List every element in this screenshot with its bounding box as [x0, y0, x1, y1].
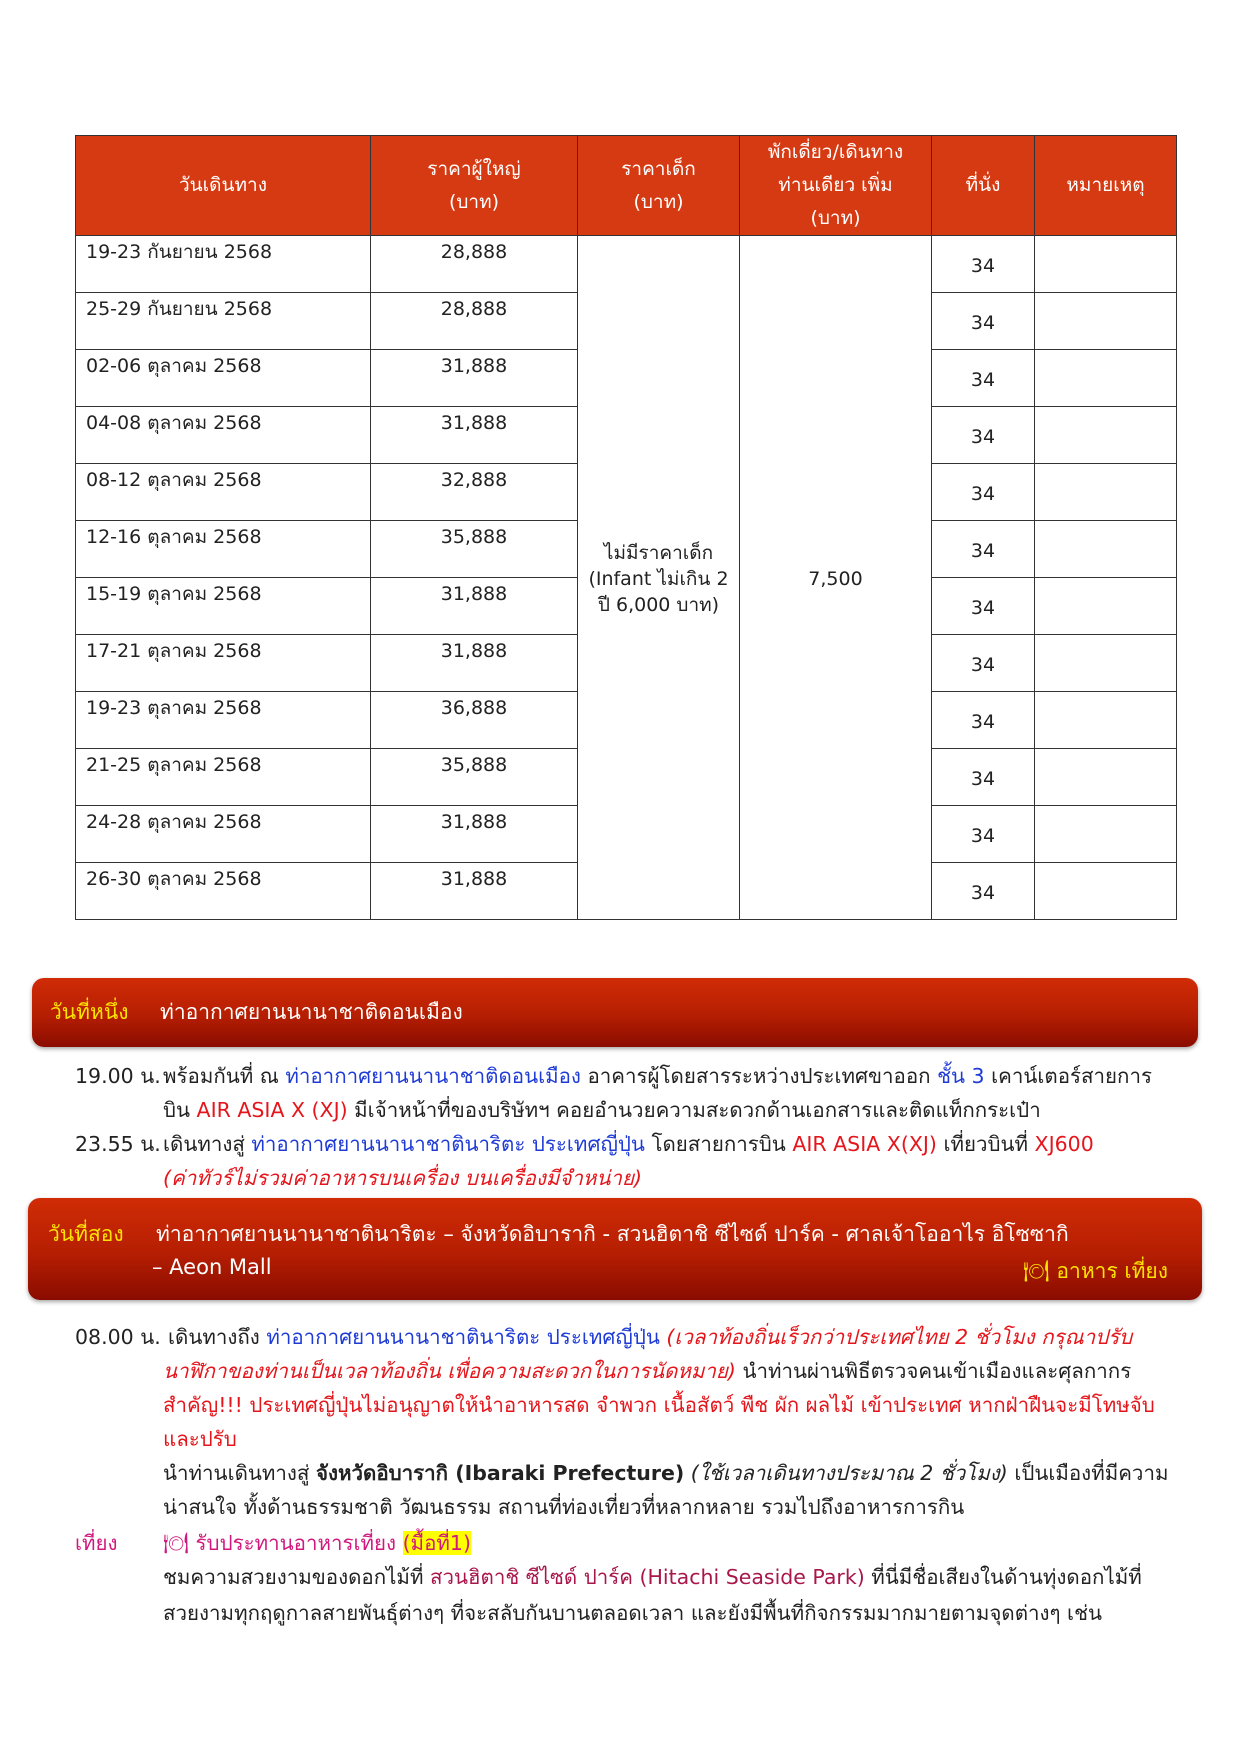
cell-remark: [1035, 806, 1177, 863]
cell-date: 04-08 ตุลาคม 2568: [76, 407, 371, 464]
cell-seats: 34: [932, 863, 1035, 920]
cell-seats: 34: [932, 407, 1035, 464]
don-mueang-airport-link: ท่าอากาศยานนานาชาติดอนเมือง: [285, 1064, 581, 1088]
cell-seats: 34: [932, 521, 1035, 578]
header-remark: หมายเหตุ: [1035, 136, 1177, 236]
cell-date: 02-06 ตุลาคม 2568: [76, 350, 371, 407]
day1-item1-line1: พร้อมกันที่ ณ ท่าอากาศยานนานาชาติดอนเมือง อาคารผู้โดยสารระหว่างประเทศขาออก ชั้น 3 เคาน์เตอร์สายการ: [163, 1064, 1152, 1088]
cell-adult-price: 31,888: [371, 578, 578, 635]
cell-remark: [1035, 350, 1177, 407]
cell-remark: [1035, 635, 1177, 692]
header-adult-price: ราคาผู้ใหญ่ (บาท): [371, 136, 578, 236]
cell-remark: [1035, 578, 1177, 635]
cell-seats: 34: [932, 350, 1035, 407]
day-two-meal: 🍽 อาหาร เที่ยง: [1023, 1259, 1168, 1283]
time-1900: 19.00 น.: [75, 1064, 161, 1088]
day-one-banner: [32, 978, 1198, 1047]
cell-date: 08-12 ตุลาคม 2568: [76, 464, 371, 521]
day2-line9: สวยงามทุกฤดูกาลสายพันธุ์ต่างๆ ที่จะสลับกันบานตลอดเวลา และยังมีพื้นที่กิจกรรมมากมายตามจุดต่างๆ เช่น: [163, 1601, 1102, 1625]
cell-date: 26-30 ตุลาคม 2568: [76, 863, 371, 920]
cell-remark: [1035, 692, 1177, 749]
cell-remark: [1035, 293, 1177, 350]
time-lunch: เที่ยง: [75, 1531, 118, 1555]
cell-adult-price: 35,888: [371, 521, 578, 578]
cell-date: 19-23 กันยายน 2568: [76, 236, 371, 293]
cell-remark: [1035, 236, 1177, 293]
day1-item2-note: (ค่าทัวร์ไม่รวมค่าอาหารบนเครื่อง บนเครื่องมีจำหน่าย): [163, 1166, 642, 1190]
cell-seats: 34: [932, 464, 1035, 521]
cell-remark: [1035, 863, 1177, 920]
meal-icon: 🍽: [1023, 1259, 1050, 1283]
day2-line5: นำท่านเดินทางสู่ จังหวัดอิบารากิ (Ibaraki Prefecture) (ใช้เวลาเดินทางประมาณ 2 ชั่วโมง) เป็นเมืองที่มีความ: [163, 1461, 1169, 1485]
cell-seats: 34: [932, 578, 1035, 635]
lunch-icon: 🍽: [163, 1531, 190, 1555]
cell-adult-price: 31,888: [371, 635, 578, 692]
header-single-supplement: พักเดี่ยว/เดินทาง ท่านเดียว เพิ่ม (บาท): [740, 136, 932, 236]
cell-date: 21-25 ตุลาคม 2568: [76, 749, 371, 806]
cell-date: 19-23 ตุลาคม 2568: [76, 692, 371, 749]
day2-warning-line2: และปรับ: [163, 1427, 237, 1451]
day2-line1: เดินทางถึง ท่าอากาศยานนานาชาตินาริตะ ประเทศญี่ปุ่น (เวลาท้องถิ่นเร็วกว่าประเทศไทย 2 ชั่วโมง กรุณาปรับ: [168, 1325, 1133, 1349]
day-one-label: วันที่หนึ่ง: [50, 1000, 129, 1024]
day2-line6: น่าสนใจ ทั้งด้านธรรมชาติ วัฒนธรรม สถานที่ท่องเที่ยวที่หลากหลาย รวมไปถึงอาหารการกิน: [163, 1495, 965, 1519]
cell-seats: 34: [932, 236, 1035, 293]
cell-adult-price: 28,888: [371, 236, 578, 293]
day-one-title: ท่าอากาศยานนานาชาติดอนเมือง: [160, 1000, 463, 1024]
cell-adult-price: 31,888: [371, 350, 578, 407]
cell-seats: 34: [932, 806, 1035, 863]
cell-seats: 34: [932, 293, 1035, 350]
cell-seats: 34: [932, 692, 1035, 749]
cell-adult-price: 31,888: [371, 407, 578, 464]
cell-remark: [1035, 464, 1177, 521]
cell-date: 17-21 ตุลาคม 2568: [76, 635, 371, 692]
cell-child-price: ไม่มีราคาเด็ก (Infant ไม่เกิน 2 ปี 6,000 บาท): [578, 236, 740, 920]
cell-seats: 34: [932, 749, 1035, 806]
cell-date: 25-29 กันยายน 2568: [76, 293, 371, 350]
table-row: [76, 236, 1177, 293]
price-table: [75, 135, 1177, 920]
day-two-banner: [28, 1198, 1202, 1300]
table-header-row: [76, 136, 1177, 236]
day1-item1-line2: บิน AIR ASIA X (XJ) มีเจ้าหน้าที่ของบริษัทฯ คอยอำนวยความสะดวกด้านเอกสารและติดแท็กกระเป๋า: [163, 1098, 1041, 1122]
cell-remark: [1035, 407, 1177, 464]
cell-single-supplement: 7,500: [740, 236, 932, 920]
cell-adult-price: 35,888: [371, 749, 578, 806]
cell-seats: 34: [932, 635, 1035, 692]
cell-date: 24-28 ตุลาคม 2568: [76, 806, 371, 863]
cell-adult-price: 32,888: [371, 464, 578, 521]
header-child-price: ราคาเด็ก (บาท): [578, 136, 740, 236]
day2-warning-line1: สำคัญ!!! ประเทศญี่ปุ่นไม่อนุญาตให้นำอาหารสด จำพวก เนื้อสัตว์ พืช ผัก ผลไม้ เข้าประเทศ หากฝ่าฝืนจะมีโทษจับ: [163, 1393, 1155, 1417]
cell-adult-price: 31,888: [371, 863, 578, 920]
header-date: วันเดินทาง: [76, 136, 371, 236]
cell-remark: [1035, 521, 1177, 578]
time-0800: 08.00 น.: [75, 1325, 161, 1349]
cell-date: 12-16 ตุลาคม 2568: [76, 521, 371, 578]
day-two-title-line1: ท่าอากาศยานนานาชาตินาริตะ – จังหวัดอิบารากิ - สวนฮิตาชิ ซีไซด์ ปาร์ค - ศาลเจ้าโออาไร อิโซซากิ: [156, 1222, 1069, 1246]
cell-adult-price: 36,888: [371, 692, 578, 749]
day2-line2: นาฬิกาของท่านเป็นเวลาท้องถิ่น เพื่อความสะดวกในการนัดหมาย) นำท่านผ่านพิธีตรวจคนเข้าเมืองและศุลกากร: [163, 1359, 1132, 1383]
day1-item2-line1: เดินทางสู่ ท่าอากาศยานนานาชาตินาริตะ ประเทศญี่ปุ่น โดยสายการบิน AIR ASIA X(XJ) เที่ยวบินที่ XJ600: [163, 1132, 1094, 1156]
day2-line8: ชมความสวยงามของดอกไม้ที่ สวนฮิตาชิ ซีไซด์ ปาร์ค (Hitachi Seaside Park) ที่นี่มีชื่อเสียงในด้านทุ่งดอกไม้ที่: [163, 1565, 1142, 1589]
cell-adult-price: 28,888: [371, 293, 578, 350]
day2-lunch: 🍽 รับประทานอาหารเที่ยง (มื้อที่1): [163, 1531, 471, 1555]
day-two-title-line2: – Aeon Mall: [152, 1255, 272, 1279]
cell-adult-price: 31,888: [371, 806, 578, 863]
day-two-label: วันที่สอง: [48, 1222, 124, 1246]
cell-remark: [1035, 749, 1177, 806]
cell-date: 15-19 ตุลาคม 2568: [76, 578, 371, 635]
time-2355: 23.55 น.: [75, 1132, 161, 1156]
header-seats: ที่นั่ง: [932, 136, 1035, 236]
